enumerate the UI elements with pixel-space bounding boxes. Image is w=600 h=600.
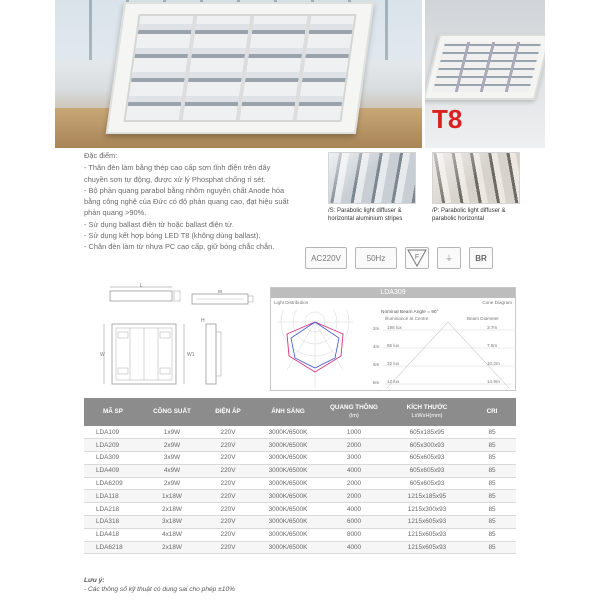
drawing-profile-view	[198, 318, 228, 390]
ceiling-fixture-image	[425, 34, 545, 100]
cell-cri: 85	[468, 464, 516, 477]
th-anh-sang: ÁNH SÁNG	[254, 398, 322, 426]
cell-model: LDA118	[84, 490, 142, 503]
ldist-lux: 65 lux	[387, 343, 400, 348]
cell-voltage: 220V	[202, 541, 254, 554]
cell-power: 3x9W	[142, 452, 202, 465]
ldist-model: LDA309	[271, 288, 515, 298]
table-body	[84, 426, 516, 554]
cell-voltage: 220V	[202, 503, 254, 516]
cell-lumen: 1000	[322, 426, 386, 439]
diffuser-p-image	[432, 152, 520, 204]
cell-power: 2x18W	[142, 503, 202, 516]
table-row	[84, 503, 516, 516]
features-block	[84, 150, 324, 253]
table-row	[84, 426, 516, 439]
th-cong-suat: CÔNG SUẤT	[142, 398, 202, 426]
spec-icons-row	[305, 247, 493, 269]
th-quang-thong: QUANG THÔNG (lm)	[322, 398, 386, 426]
cell-light: 3000K/6500K	[254, 541, 322, 554]
cell-power: 4x18W	[142, 528, 202, 541]
cell-voltage: 220V	[202, 490, 254, 503]
ceiling-louver-grid	[433, 42, 541, 92]
th-dien-ap: ĐIỆN ÁP	[202, 398, 254, 426]
ldist-title-left: Light Distribution	[274, 300, 309, 305]
cell-lumen: 2000	[322, 490, 386, 503]
ldist-col-diam: Beam Diameter	[467, 316, 499, 321]
cell-light: 3000K/6500K	[254, 503, 322, 516]
drawing-top-view	[98, 318, 198, 390]
table-row	[84, 541, 516, 554]
cell-size: 1215x605x93	[386, 528, 468, 541]
cell-model: LDA218	[84, 503, 142, 516]
diffuser-s-caption-line2: horizontal aluminium stripes	[328, 215, 403, 222]
dim-w-top-label: W	[217, 290, 223, 295]
light-distribution-panel	[270, 287, 516, 391]
cell-size: 605x605x93	[386, 464, 468, 477]
cell-light: 3000K/6500K	[254, 452, 322, 465]
certification-icon	[469, 247, 493, 269]
ldist-diameter: 14.9m	[487, 379, 500, 384]
table-row	[84, 516, 516, 529]
cell-power: 2x9W	[142, 439, 202, 452]
ldist-lux: 198 lux	[387, 325, 402, 330]
cell-light: 3000K/6500K	[254, 528, 322, 541]
voltage-icon: AC220V	[305, 247, 347, 269]
cell-light: 3000K/6500K	[254, 490, 322, 503]
cell-model: LDA409	[84, 464, 142, 477]
ldist-col-lux: Illuminance at Centre	[385, 316, 429, 321]
cell-cri: 85	[468, 503, 516, 516]
cell-light: 3000K/6500K	[254, 464, 322, 477]
ldist-lux: 12 lux	[387, 379, 400, 384]
cell-cri: 85	[468, 439, 516, 452]
spec-table	[84, 398, 516, 554]
cell-size: 1215x605x93	[386, 541, 468, 554]
diffuser-s-image	[328, 152, 416, 204]
cell-model: LDA109	[84, 426, 142, 439]
cell-size: 605x605x93	[386, 452, 468, 465]
cell-lumen: 2000	[322, 477, 386, 490]
feature-line: - Bộ phản quang parabol bằng nhôm nguyên chất Anode hóa	[84, 185, 285, 195]
th-kich-thuoc: KÍCH THƯỚC LxWxH(mm)	[386, 398, 468, 426]
cell-voltage: 220V	[202, 464, 254, 477]
cell-voltage: 220V	[202, 426, 254, 439]
th-ma-sp: MÃ SP	[84, 398, 142, 426]
feature-line: - Chân đèn làm từ nhựa PC cao cấp, giữ bóng chắc chắn.	[84, 242, 275, 252]
cell-model: LDA309	[84, 452, 142, 465]
feature-line: - Sử dụng kết hợp bóng LED T8 (không dùng ballast).	[84, 231, 261, 241]
feature-line: chuyền sơn tự động, được xử lý Phosphat chống rỉ sét.	[84, 174, 266, 184]
cell-cri: 85	[468, 426, 516, 439]
louver-grid	[123, 14, 356, 122]
cell-light: 3000K/6500K	[254, 477, 322, 490]
cell-voltage: 220V	[202, 528, 254, 541]
table-row	[84, 477, 516, 490]
cell-model: LDA6218	[84, 541, 142, 554]
cell-cri: 85	[468, 490, 516, 503]
cell-cri: 85	[468, 477, 516, 490]
ldist-beam-angle: Nominal Beam Angle = 90°	[381, 310, 439, 315]
cell-model: LDA318	[84, 516, 142, 529]
cell-cri: 85	[468, 516, 516, 529]
cell-power: 1x9W	[142, 426, 202, 439]
cell-light: 3000K/6500K	[254, 426, 322, 439]
feature-line: bằng công nghệ của Đức có độ phản quang cao, đạt hiệu suất	[84, 197, 289, 207]
feature-line: - Thân đèn làm bằng thép cao cấp sơn tĩnh điện trên dây	[84, 163, 271, 173]
ldist-title-right: Cone Diagram	[482, 300, 512, 305]
cell-model: LDA6209	[84, 477, 142, 490]
hero-photo-office	[55, 0, 422, 148]
dim-w-label: W	[100, 352, 105, 358]
drawing-front-view	[190, 290, 255, 310]
ldist-lux: 32 lux	[387, 361, 400, 366]
cell-cri: 85	[468, 541, 516, 554]
cell-voltage: 220V	[202, 452, 254, 465]
cell-lumen: 6000	[322, 516, 386, 529]
cell-size: 605x300x93	[386, 439, 468, 452]
cell-voltage: 220V	[202, 477, 254, 490]
cell-model: LDA209	[84, 439, 142, 452]
cell-lumen: 8000	[322, 528, 386, 541]
cell-power: 2x9W	[142, 477, 202, 490]
cell-size: 1215x185x95	[386, 490, 468, 503]
diffuser-p	[432, 152, 520, 223]
cell-size: 1215x300x93	[386, 503, 468, 516]
cell-light: 3000K/6500K	[254, 516, 322, 529]
ground-icon: ⏚	[437, 247, 461, 269]
ldist-diameter: 10.2m	[487, 361, 500, 366]
drawing-side-view	[100, 283, 185, 307]
cell-power: 2x18W	[142, 541, 202, 554]
diffuser-p-caption-line2: parabolic horizontal	[432, 215, 485, 222]
f-mark-text: F	[414, 254, 420, 261]
table-row	[84, 464, 516, 477]
cell-size: 1215x605x93	[386, 516, 468, 529]
th-cri: CRI	[468, 398, 516, 426]
cell-light: 3000K/6500K	[254, 439, 322, 452]
diffuser-s-caption-line1: /S: Parabolic light diffuser &	[328, 208, 402, 214]
diffuser-s-caption	[328, 208, 416, 223]
cell-lumen: 4000	[322, 541, 386, 554]
cell-cri: 85	[468, 452, 516, 465]
ldist-height: 8m	[373, 380, 380, 385]
louver-fixture-image	[106, 2, 375, 134]
ldist-diameter: 3.7m	[487, 325, 498, 330]
cell-power: 3x18W	[142, 516, 202, 529]
feature-line: - Sử dụng ballast điện từ hoặc ballast điện tử.	[84, 219, 235, 229]
hero-banner	[55, 0, 545, 148]
polar-diagram	[275, 310, 355, 390]
certification-text: BR	[475, 253, 487, 263]
note-block	[84, 576, 235, 594]
cell-lumen: 4000	[322, 503, 386, 516]
diffuser-p-caption-line1: /P: Parabolic light diffuser &	[432, 208, 506, 214]
dim-h-label: H	[201, 318, 205, 324]
cell-lumen: 2000	[322, 439, 386, 452]
diffuser-p-caption	[432, 208, 520, 223]
diffuser-s	[328, 152, 416, 223]
frequency-icon: 50Hz	[355, 247, 397, 269]
features-title: Đặc điểm:	[84, 151, 118, 160]
cell-size: 605x605x93	[386, 477, 468, 490]
table-row	[84, 490, 516, 503]
table-row	[84, 452, 516, 465]
dim-l-label: L	[139, 283, 143, 289]
cell-lumen: 4000	[322, 464, 386, 477]
cell-voltage: 220V	[202, 516, 254, 529]
cell-size: 605x185x95	[386, 426, 468, 439]
cell-lumen: 3000	[322, 452, 386, 465]
f-mark-icon	[405, 247, 429, 269]
table-header-row	[84, 398, 516, 426]
note-text: - Các thông số kỹ thuật có dung sai cho phép ±10%	[84, 586, 235, 593]
cell-power: 1x18W	[142, 490, 202, 503]
note-title: Lưu ý:	[84, 577, 105, 584]
cell-cri: 85	[468, 528, 516, 541]
t8-badge: T8	[432, 104, 463, 134]
cell-model: LDA418	[84, 528, 142, 541]
ldist-height: 6m	[373, 362, 380, 367]
cell-power: 4x9W	[142, 464, 202, 477]
ldist-diameter: 7.5m	[487, 343, 498, 348]
ldist-height: 2m	[373, 326, 380, 331]
ldist-height: 4m	[373, 344, 380, 349]
cell-voltage: 220V	[202, 439, 254, 452]
dim-w1-label: W1	[187, 352, 195, 358]
table-row	[84, 439, 516, 452]
table-row	[84, 528, 516, 541]
feature-line: phản quang >90%.	[84, 208, 147, 218]
